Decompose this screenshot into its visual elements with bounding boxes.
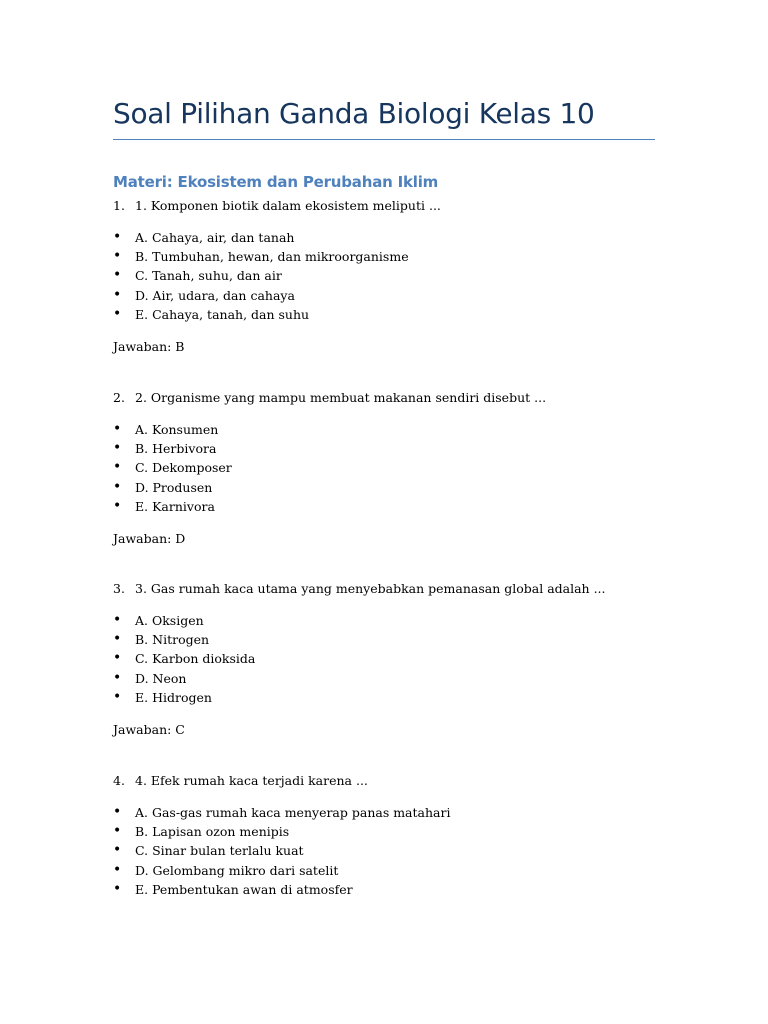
question-1	[113, 196, 655, 357]
question-number: 2.	[113, 390, 125, 405]
option-item	[113, 305, 655, 324]
option-text: C. Sinar bulan terlalu kuat	[135, 843, 304, 859]
question-number: 1.	[113, 198, 125, 213]
answer-key: Jawaban: C	[113, 721, 185, 737]
option-item	[113, 861, 655, 880]
option-text: C. Karbon dioksida	[135, 651, 256, 667]
bullet-icon: •	[113, 267, 122, 284]
option-item	[113, 228, 655, 247]
option-item	[113, 478, 655, 497]
option-item	[113, 688, 655, 707]
option-text: A. Gas-gas rumah kaca menyerap panas matahari	[135, 805, 451, 820]
option-text: A. Cahaya, air, dan tanah	[135, 230, 295, 245]
question-line	[113, 771, 655, 791]
bullet-icon: •	[113, 612, 122, 628]
question-text: 2. Organisme yang mampu membuat makanan sendiri disebut ...	[135, 390, 547, 405]
option-list	[113, 420, 655, 516]
document-title: Soal Pilihan Ganda Biologi Kelas 10	[113, 97, 595, 130]
bullet-icon: •	[113, 631, 122, 648]
option-text: E. Hidrogen	[135, 689, 212, 705]
bullet-icon: •	[113, 497, 122, 514]
bullet-icon: •	[113, 842, 122, 859]
option-text: B. Lapisan ozon menipis	[135, 824, 290, 840]
question-line	[113, 388, 655, 408]
option-item	[113, 841, 655, 860]
option-text: D. Gelombang mikro dari satelit	[135, 862, 339, 878]
option-item	[113, 669, 655, 688]
option-text: D. Produsen	[135, 479, 213, 495]
question-text: 1. Komponen biotik dalam ekosistem meliputi ...	[135, 198, 441, 213]
bullet-icon: •	[113, 688, 122, 705]
bullet-icon: •	[113, 669, 122, 686]
option-text: B. Tumbuhan, hewan, dan mikroorganisme	[135, 249, 409, 265]
title-underline	[113, 139, 655, 140]
option-item	[113, 497, 655, 516]
bullet-icon: •	[113, 804, 122, 820]
question-3	[113, 579, 655, 740]
question-text: 3. Gas rumah kaca utama yang menyebabkan pemanasan global adalah ...	[135, 581, 606, 596]
option-text: C. Dekomposer	[135, 460, 232, 476]
question-line	[113, 579, 655, 599]
option-text: C. Tanah, suhu, dan air	[135, 268, 282, 284]
bullet-icon: •	[113, 478, 122, 495]
answer-key: Jawaban: D	[113, 530, 186, 546]
bullet-icon: •	[113, 861, 122, 878]
option-text: E. Pembentukan awan di atmosfer	[135, 881, 353, 897]
question-4	[113, 771, 655, 899]
option-item	[113, 880, 655, 899]
option-text: A. Oksigen	[135, 613, 204, 628]
option-list	[113, 611, 655, 707]
option-item	[113, 611, 655, 630]
option-item	[113, 420, 655, 439]
bullet-icon: •	[113, 823, 122, 840]
option-list	[113, 228, 655, 324]
option-item	[113, 803, 655, 822]
option-text: D. Air, udara, dan cahaya	[135, 287, 295, 303]
question-line	[113, 196, 655, 216]
question-2	[113, 388, 655, 549]
bullet-icon: •	[113, 229, 122, 245]
question-number: 3.	[113, 581, 125, 596]
option-text: A. Konsumen	[135, 422, 219, 437]
option-item	[113, 247, 655, 266]
option-item	[113, 266, 655, 285]
option-text: B. Nitrogen	[135, 632, 210, 648]
option-item	[113, 458, 655, 477]
subject-heading: Materi: Ekosistem dan Perubahan Iklim	[113, 173, 439, 191]
option-item	[113, 630, 655, 649]
bullet-icon: •	[113, 421, 122, 437]
option-text: B. Herbivora	[135, 441, 217, 457]
bullet-icon: •	[113, 248, 122, 265]
option-item	[113, 286, 655, 305]
bullet-icon: •	[113, 440, 122, 457]
option-text: E. Cahaya, tanah, dan suhu	[135, 306, 310, 322]
option-item	[113, 439, 655, 458]
bullet-icon: •	[113, 459, 122, 476]
question-text: 4. Efek rumah kaca terjadi karena ...	[135, 773, 368, 788]
option-list	[113, 803, 655, 899]
bullet-icon: •	[113, 305, 122, 322]
answer-key: Jawaban: B	[113, 338, 185, 354]
bullet-icon: •	[113, 880, 122, 897]
option-item	[113, 649, 655, 668]
option-text: E. Karnivora	[135, 498, 215, 514]
bullet-icon: •	[113, 650, 122, 667]
question-number: 4.	[113, 773, 125, 788]
option-text: D. Neon	[135, 670, 187, 686]
bullet-icon: •	[113, 286, 122, 303]
option-item	[113, 822, 655, 841]
